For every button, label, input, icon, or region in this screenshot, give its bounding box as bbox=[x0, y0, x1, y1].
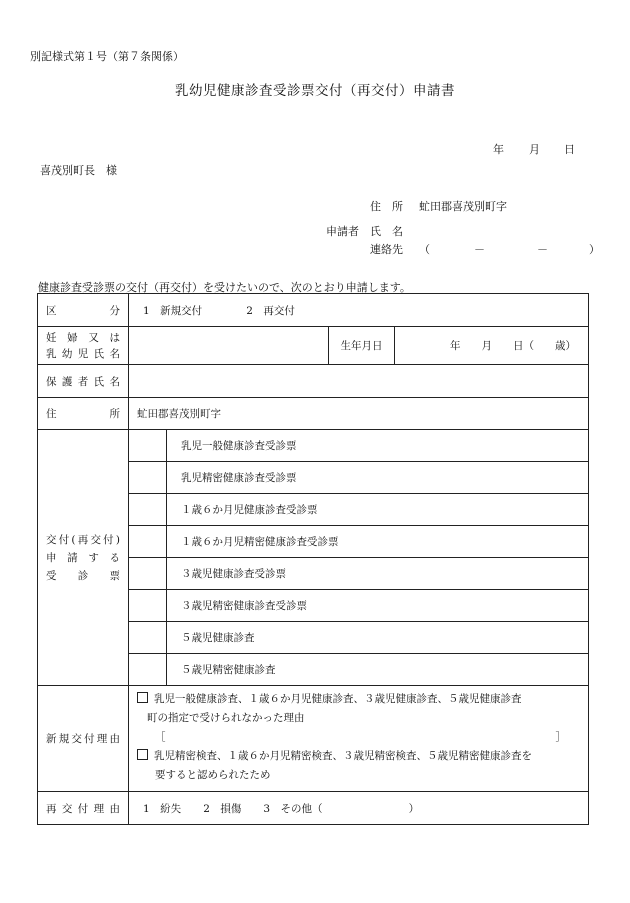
date-day[interactable]: 日 bbox=[564, 143, 575, 156]
reason-1-text: 乳児一般健康診査、１歳６か月児健康診査、３歳児健康診査、５歳児健康診査 bbox=[154, 693, 522, 705]
checkbox-icon[interactable] bbox=[137, 749, 148, 760]
voucher-item: ３歳児健康診査受診票 bbox=[167, 558, 589, 590]
applicant-contact-label: 連絡先 bbox=[370, 243, 403, 256]
new-reason-content bbox=[129, 686, 589, 792]
reason-2-text: 乳児精密検査、１歳６か月児精密検査、３歳児精密検査、５歳児精密健康診査を bbox=[154, 750, 532, 762]
bracket-open: ［ bbox=[155, 731, 166, 743]
person-label-line2: 乳幼児氏名 bbox=[46, 347, 120, 360]
bracket-close: ］ bbox=[555, 731, 566, 743]
reason-2[interactable] bbox=[137, 747, 582, 766]
option-other-close: ） bbox=[408, 802, 420, 815]
voucher-item: ５歳児精密健康診査 bbox=[167, 654, 589, 686]
new-reason-row bbox=[38, 686, 589, 792]
reason-2-text-line2: 要すると認められたため bbox=[155, 769, 271, 781]
contact-close-paren: ） bbox=[589, 243, 600, 256]
voucher-check-cell[interactable] bbox=[129, 590, 167, 622]
applicant-name-label: 氏 名 bbox=[370, 225, 403, 238]
voucher-item: １歳６か月児健康診査受診票 bbox=[167, 494, 589, 526]
date-month[interactable]: 月 bbox=[529, 143, 540, 156]
reason-1-text-line2: 町の指定で受けられなかった理由 bbox=[147, 712, 305, 724]
intro-text: 健康診査受診票の交付（再交付）を受けたいので、次のとおり申請します。 bbox=[38, 281, 411, 294]
voucher-row bbox=[38, 430, 589, 462]
address-field[interactable]: 虻田郡喜茂別町字 bbox=[129, 398, 589, 430]
contact-dash-1: － bbox=[474, 243, 485, 256]
category-row bbox=[38, 294, 589, 327]
voucher-check-cell[interactable] bbox=[129, 622, 167, 654]
reissue-reason-options bbox=[129, 792, 589, 825]
dob-field[interactable]: 年 月 日（ 歳） bbox=[395, 327, 589, 365]
contact-dash-2: － bbox=[537, 243, 548, 256]
person-label-line1: 妊婦又は bbox=[46, 331, 120, 344]
voucher-label-line1: 交付(再交付) bbox=[46, 533, 120, 546]
guardian-name-field[interactable] bbox=[129, 365, 589, 398]
date-year[interactable]: 年 bbox=[493, 143, 504, 156]
voucher-item: ３歳児精密健康診査受診票 bbox=[167, 590, 589, 622]
reissue-reason-label: 再交付理由 bbox=[38, 792, 129, 825]
voucher-check-cell[interactable] bbox=[129, 462, 167, 494]
voucher-item: 乳児一般健康診査受診票 bbox=[167, 430, 589, 462]
reissue-reason-row bbox=[38, 792, 589, 825]
voucher-item: １歳６か月児精密健康診査受診票 bbox=[167, 526, 589, 558]
voucher-check-cell[interactable] bbox=[129, 430, 167, 462]
reason-bracket-field[interactable] bbox=[137, 728, 582, 747]
address-row bbox=[38, 398, 589, 430]
person-name-field[interactable] bbox=[129, 327, 329, 365]
option-new-issue[interactable]: 1 新規交付 bbox=[143, 304, 203, 317]
person-label bbox=[38, 327, 129, 365]
addressee: 喜茂別町長 様 bbox=[40, 164, 117, 177]
voucher-item: ５歳児健康診査 bbox=[167, 622, 589, 654]
checkbox-icon[interactable] bbox=[137, 692, 148, 703]
voucher-item: 乳児精密健康診査受診票 bbox=[167, 462, 589, 494]
applicant-address-label: 住 所 bbox=[370, 200, 403, 213]
guardian-row bbox=[38, 365, 589, 398]
person-row bbox=[38, 327, 589, 365]
category-label: 区 分 bbox=[38, 294, 129, 327]
applicant-label: 申請者 bbox=[326, 225, 359, 238]
option-damaged[interactable]: 2 損傷 bbox=[203, 802, 242, 815]
reason-1[interactable] bbox=[137, 690, 582, 709]
option-other[interactable]: 3 その他（ bbox=[263, 802, 323, 815]
option-reissue[interactable]: 2 再交付 bbox=[246, 304, 295, 317]
voucher-check-cell[interactable] bbox=[129, 654, 167, 686]
new-reason-label: 新規交付理由 bbox=[38, 686, 129, 792]
voucher-check-cell[interactable] bbox=[129, 558, 167, 590]
guardian-label: 保護者氏名 bbox=[38, 365, 129, 398]
form-number: 別記様式第１号（第７条関係） bbox=[30, 50, 184, 63]
contact-open-paren: （ bbox=[419, 243, 430, 256]
application-table bbox=[37, 293, 589, 825]
voucher-label bbox=[38, 430, 129, 686]
category-options[interactable] bbox=[129, 294, 589, 327]
form-title: 乳幼児健康診査受診票交付（再交付）申請書 bbox=[175, 83, 455, 99]
voucher-label-line3: 受診票 bbox=[46, 569, 120, 582]
address-label: 住 所 bbox=[38, 398, 129, 430]
voucher-label-line2: 申請する bbox=[46, 551, 120, 564]
voucher-check-cell[interactable] bbox=[129, 526, 167, 558]
option-lost[interactable]: 1 紛失 bbox=[143, 802, 182, 815]
applicant-address-value[interactable]: 虻田郡喜茂別町字 bbox=[419, 200, 507, 213]
voucher-check-cell[interactable] bbox=[129, 494, 167, 526]
dob-label: 生年月日 bbox=[329, 327, 395, 365]
